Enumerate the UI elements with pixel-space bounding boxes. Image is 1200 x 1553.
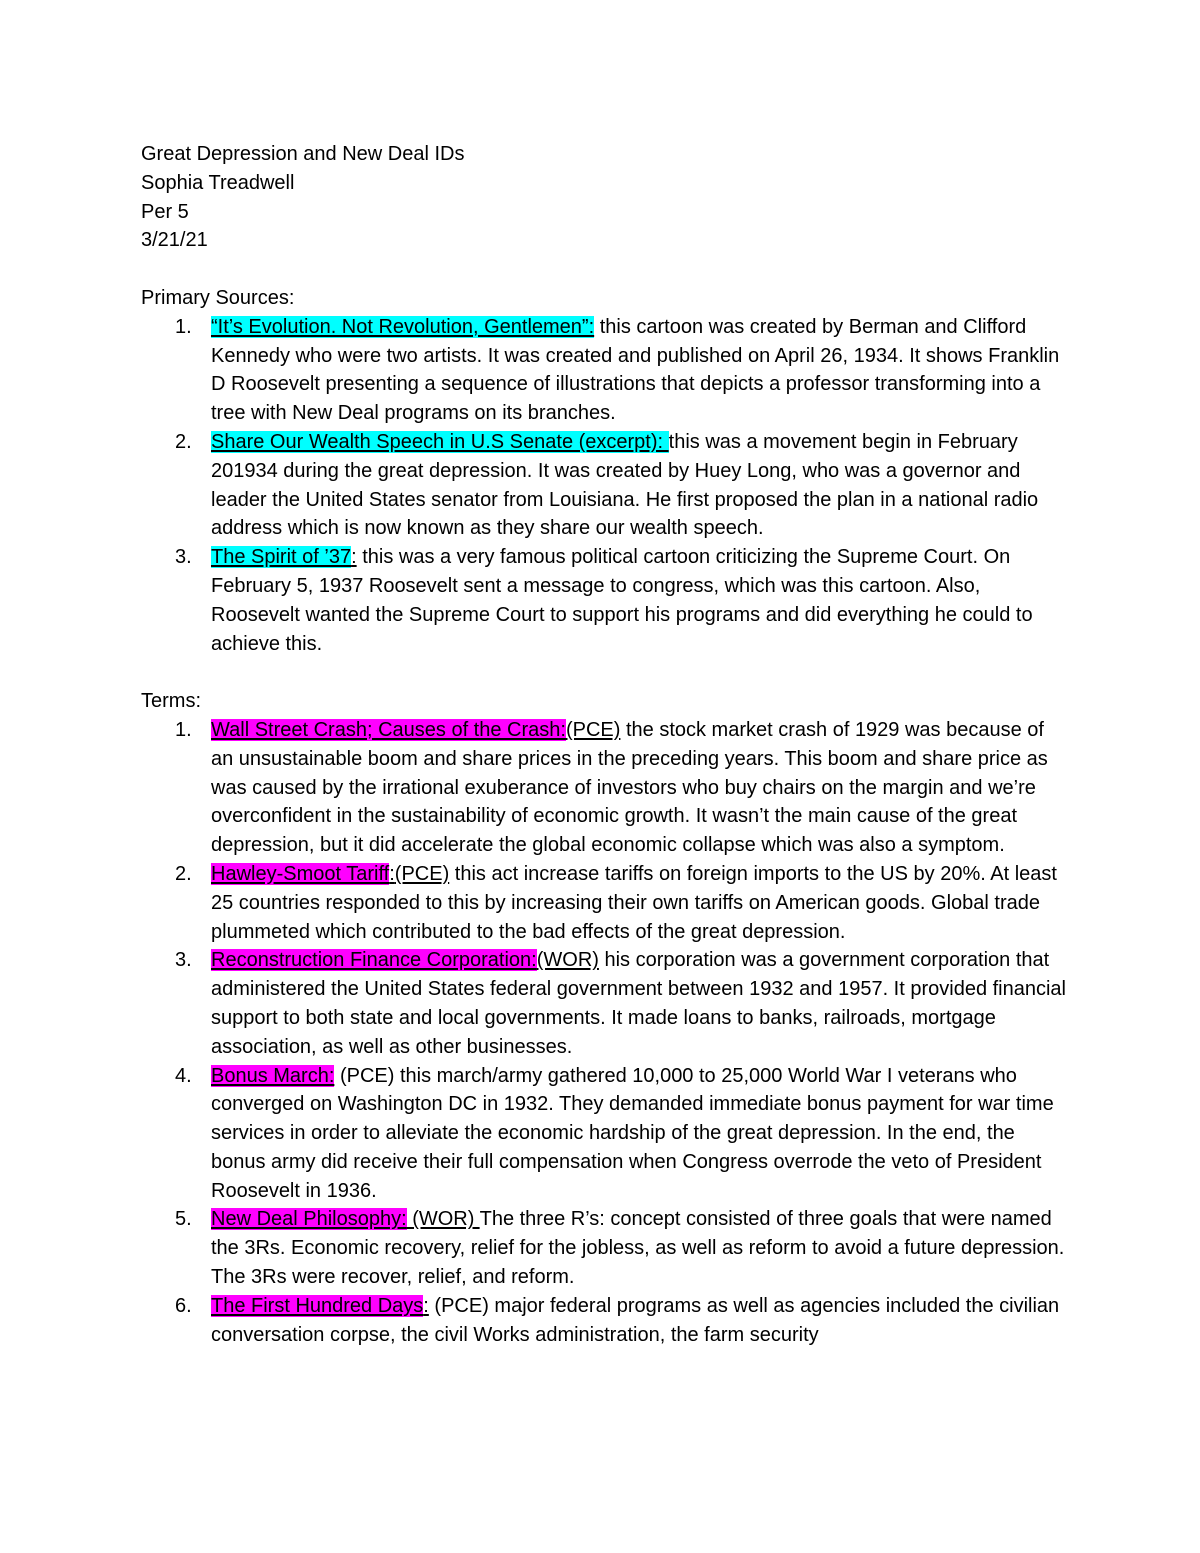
term-title-highlight: Hawley-Smoot Tariff — [211, 862, 390, 885]
list-item — [141, 716, 1071, 860]
item-description: this cartoon was created by Berman and Clifford Kennedy who were two artists. It was created and published on April 26, 1934. It shows Franklin D Roosevelt presenting a sequence of illustrations that depicts a professor transforming into a tree with New Deal programs on its branches. — [211, 315, 1060, 425]
list-item — [141, 1062, 1071, 1206]
item-description: this act increase tariffs on foreign imports to the US by 20%. At least 25 countries responded to this by increasing their own tariffs on American goods. Global trade plummeted which contributed to the bad effects of the great depression. — [211, 862, 1057, 943]
term-title-highlight: The First Hundred Days — [211, 1294, 424, 1317]
item-description: (PCE) this march/army gathered 10,000 to 25,000 World War I veterans who converged on Washington DC in 1932. They demanded immediate bonus payment for war time services in order to alleviate the economic hardship of the great depression. In the end, the bonus army did receive their full compensation when Congress overrode the veto of President Roosevelt in 1936. — [211, 1064, 1054, 1202]
item-number: 5. — [175, 1208, 192, 1231]
document-page — [141, 140, 1071, 1349]
item-number: 3. — [175, 949, 192, 972]
source-title-colon: : — [351, 546, 357, 569]
term-title-colon: : — [389, 862, 395, 885]
item-description: this was a very famous political cartoon criticizing the Supreme Court. On February 5, 1937 Roosevelt sent a message to congress, which was this cartoon. Also, Roosevelt wanted the Supreme Court to support his programs and did everything he could to achieve this. — [211, 546, 1033, 655]
item-number: 3. — [175, 546, 192, 569]
item-number: 1. — [175, 718, 192, 741]
term-title-highlight: New Deal Philosophy: — [211, 1208, 407, 1231]
item-number: 2. — [175, 862, 192, 885]
document-date: 3/21/21 — [141, 229, 208, 252]
terms-list — [141, 716, 1071, 1350]
list-item — [141, 1292, 1071, 1350]
list-item — [141, 1205, 1071, 1291]
item-description: The three R’s: concept consisted of three goals that were named the 3Rs. Economic recovery, relief for the jobless, as well as reform to avoid a future depression. The 3Rs were recover, relief, and reform. — [211, 1208, 1065, 1289]
term-title-highlight: Reconstruction Finance Corporation: — [211, 949, 537, 972]
list-item — [141, 543, 1071, 658]
item-number: 1. — [175, 315, 192, 338]
list-item — [141, 946, 1071, 1061]
primary-sources-list — [141, 313, 1071, 659]
primary-sources-heading: Primary Sources: — [141, 286, 295, 309]
list-item — [141, 313, 1071, 428]
author-name: Sophia Treadwell — [141, 171, 295, 194]
term-title-colon: : — [423, 1294, 429, 1317]
term-category-tag: (WOR) — [406, 1208, 480, 1231]
item-description: (PCE) major federal programs as well as agencies included the civilian conversation corpse, the civil Works administration, the farm security — [211, 1294, 1060, 1346]
item-number: 4. — [175, 1064, 192, 1087]
terms-heading: Terms: — [141, 690, 201, 713]
list-item — [141, 860, 1071, 946]
source-title-highlight: The Spirit of ’37 — [211, 546, 352, 569]
source-title-highlight: “It’s Evolution. Not Revolution, Gentlemen”: — [211, 315, 595, 338]
source-title-highlight: Share Our Wealth Speech in U.S Senate (excerpt): — [211, 430, 669, 453]
item-description: his corporation was a government corporation that administered the United States federal government between 1932 and 1957. It provided financial support to both state and local governments. It made loans to banks, railroads, mortgage association, as well as other businesses. — [211, 949, 1066, 1058]
item-description: this was a movement begin in February 201934 during the great depression. It was created by Huey Long, who was a governor and leader the United States senator from Louisiana. He first proposed the plan in a national radio address which is now known as they share our wealth speech. — [211, 430, 1039, 540]
class-period: Per 5 — [141, 200, 189, 223]
item-number: 2. — [175, 430, 192, 453]
term-category-tag: (WOR) — [536, 949, 599, 972]
document-title: Great Depression and New Deal IDs — [141, 143, 465, 165]
item-number: 6. — [175, 1294, 192, 1317]
item-description: the stock market crash of 1929 was because of an unsustainable boom and share prices in the preceding years. This boom and share price as was caused by the irrational exuberance of investors who buy chairs on the margin and we’re overconfident in the sustainability of economic growth. It wasn’t the main cause of the great depression, but it did accelerate the global economic collapse which was also a symptom. — [211, 718, 1048, 857]
term-title-highlight: Wall Street Crash; Causes of the Crash: — [211, 718, 566, 741]
list-item — [141, 428, 1071, 543]
term-category-tag: (PCE) — [565, 718, 621, 741]
term-title-highlight: Bonus March: — [211, 1064, 335, 1087]
term-category-tag: (PCE) — [394, 862, 450, 885]
